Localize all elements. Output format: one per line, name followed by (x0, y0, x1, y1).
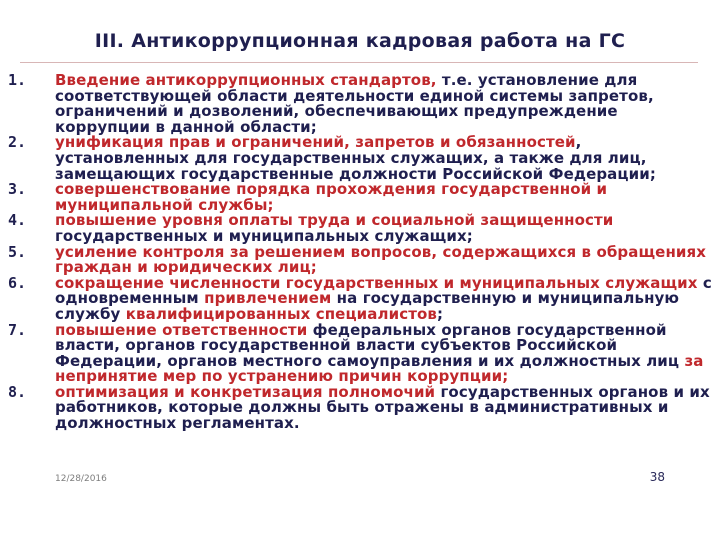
list-item-text (55, 242, 714, 277)
list-item-number: 5. (8, 242, 27, 261)
list-item-number: 2. (8, 133, 27, 152)
list-item (8, 242, 714, 277)
highlighted-text: унификация прав и ограничений, запретов и обязанностей (55, 133, 576, 152)
list-item-text (55, 320, 714, 386)
body-text: ; (436, 304, 444, 323)
body-text: государственных органов и их работников, которые должны быть отражены в административных и должностных регламентах. (55, 382, 710, 433)
list-item-number: 1. (8, 71, 27, 89)
title-divider (20, 62, 698, 63)
body-text: с одновременным (55, 273, 712, 308)
list-item (8, 73, 714, 135)
list-item-text (55, 213, 714, 244)
list-item (8, 273, 714, 323)
footer-date: 12/28/2016 (55, 474, 107, 484)
list-item (8, 135, 714, 182)
highlighted-text: совершенствование порядка прохождения государственной и муниципальной службы; (55, 180, 608, 214)
highlighted-text: привлечением (204, 289, 332, 308)
body-text: , установленных для государственных служащих, а также для лиц, замещающих государственные должности Российской Федерации; (55, 133, 656, 183)
body-text: на государственную и муниципальную службу (55, 289, 680, 323)
body-text: т.е. установление для соответствующей области деятельности единой системы запретов, ограничений и дозволений, обеспечивающих предупреждение коррупции в данной области; (55, 71, 654, 136)
highlighted-text: оптимизация и конкретизация полномочий (55, 382, 436, 401)
list-item (8, 213, 714, 244)
list-item (8, 182, 714, 213)
highlighted-text: повышение ответственности (55, 320, 308, 339)
highlighted-text: за непринятие мер по устранению причин коррупции; (55, 351, 704, 386)
highlighted-text: повышение уровня оплаты труда и социальной защищенности (55, 211, 614, 230)
highlighted-text: квалифицированных специалистов (125, 304, 437, 323)
page-number: 38 (649, 470, 665, 484)
numbered-list (8, 73, 714, 432)
list-item-text (55, 135, 714, 182)
highlighted-text: Введение антикоррупционных стандартов, (55, 71, 437, 89)
list-item (8, 320, 714, 386)
list-item-number: 3. (8, 180, 27, 199)
body-text: государственных и муниципальных служащих; (55, 226, 473, 245)
highlighted-text: усиление контроля за решением вопросов, содержащихся в обращениях граждан и юридических лиц; (55, 242, 707, 277)
list-item-text (55, 273, 714, 323)
list-item-number: 6. (8, 273, 27, 292)
slide-title: III. Антикоррупционная кадровая работа на ГС (94, 30, 626, 52)
list-item-text (55, 382, 714, 433)
list-item-text (55, 73, 714, 135)
highlighted-text: сокращение численности государственных и муниципальных служащих (55, 273, 698, 292)
list-item (8, 382, 714, 433)
list-item-text (55, 182, 714, 213)
list-item-number: 7. (8, 320, 27, 339)
list-item-number: 8. (8, 382, 27, 401)
body-text: федеральных органов государственной власти, органов государственной власти субъектов Российской Федерации, органов местного самоуправления и их должностных лиц (55, 320, 685, 370)
list-item-number: 4. (8, 211, 27, 230)
